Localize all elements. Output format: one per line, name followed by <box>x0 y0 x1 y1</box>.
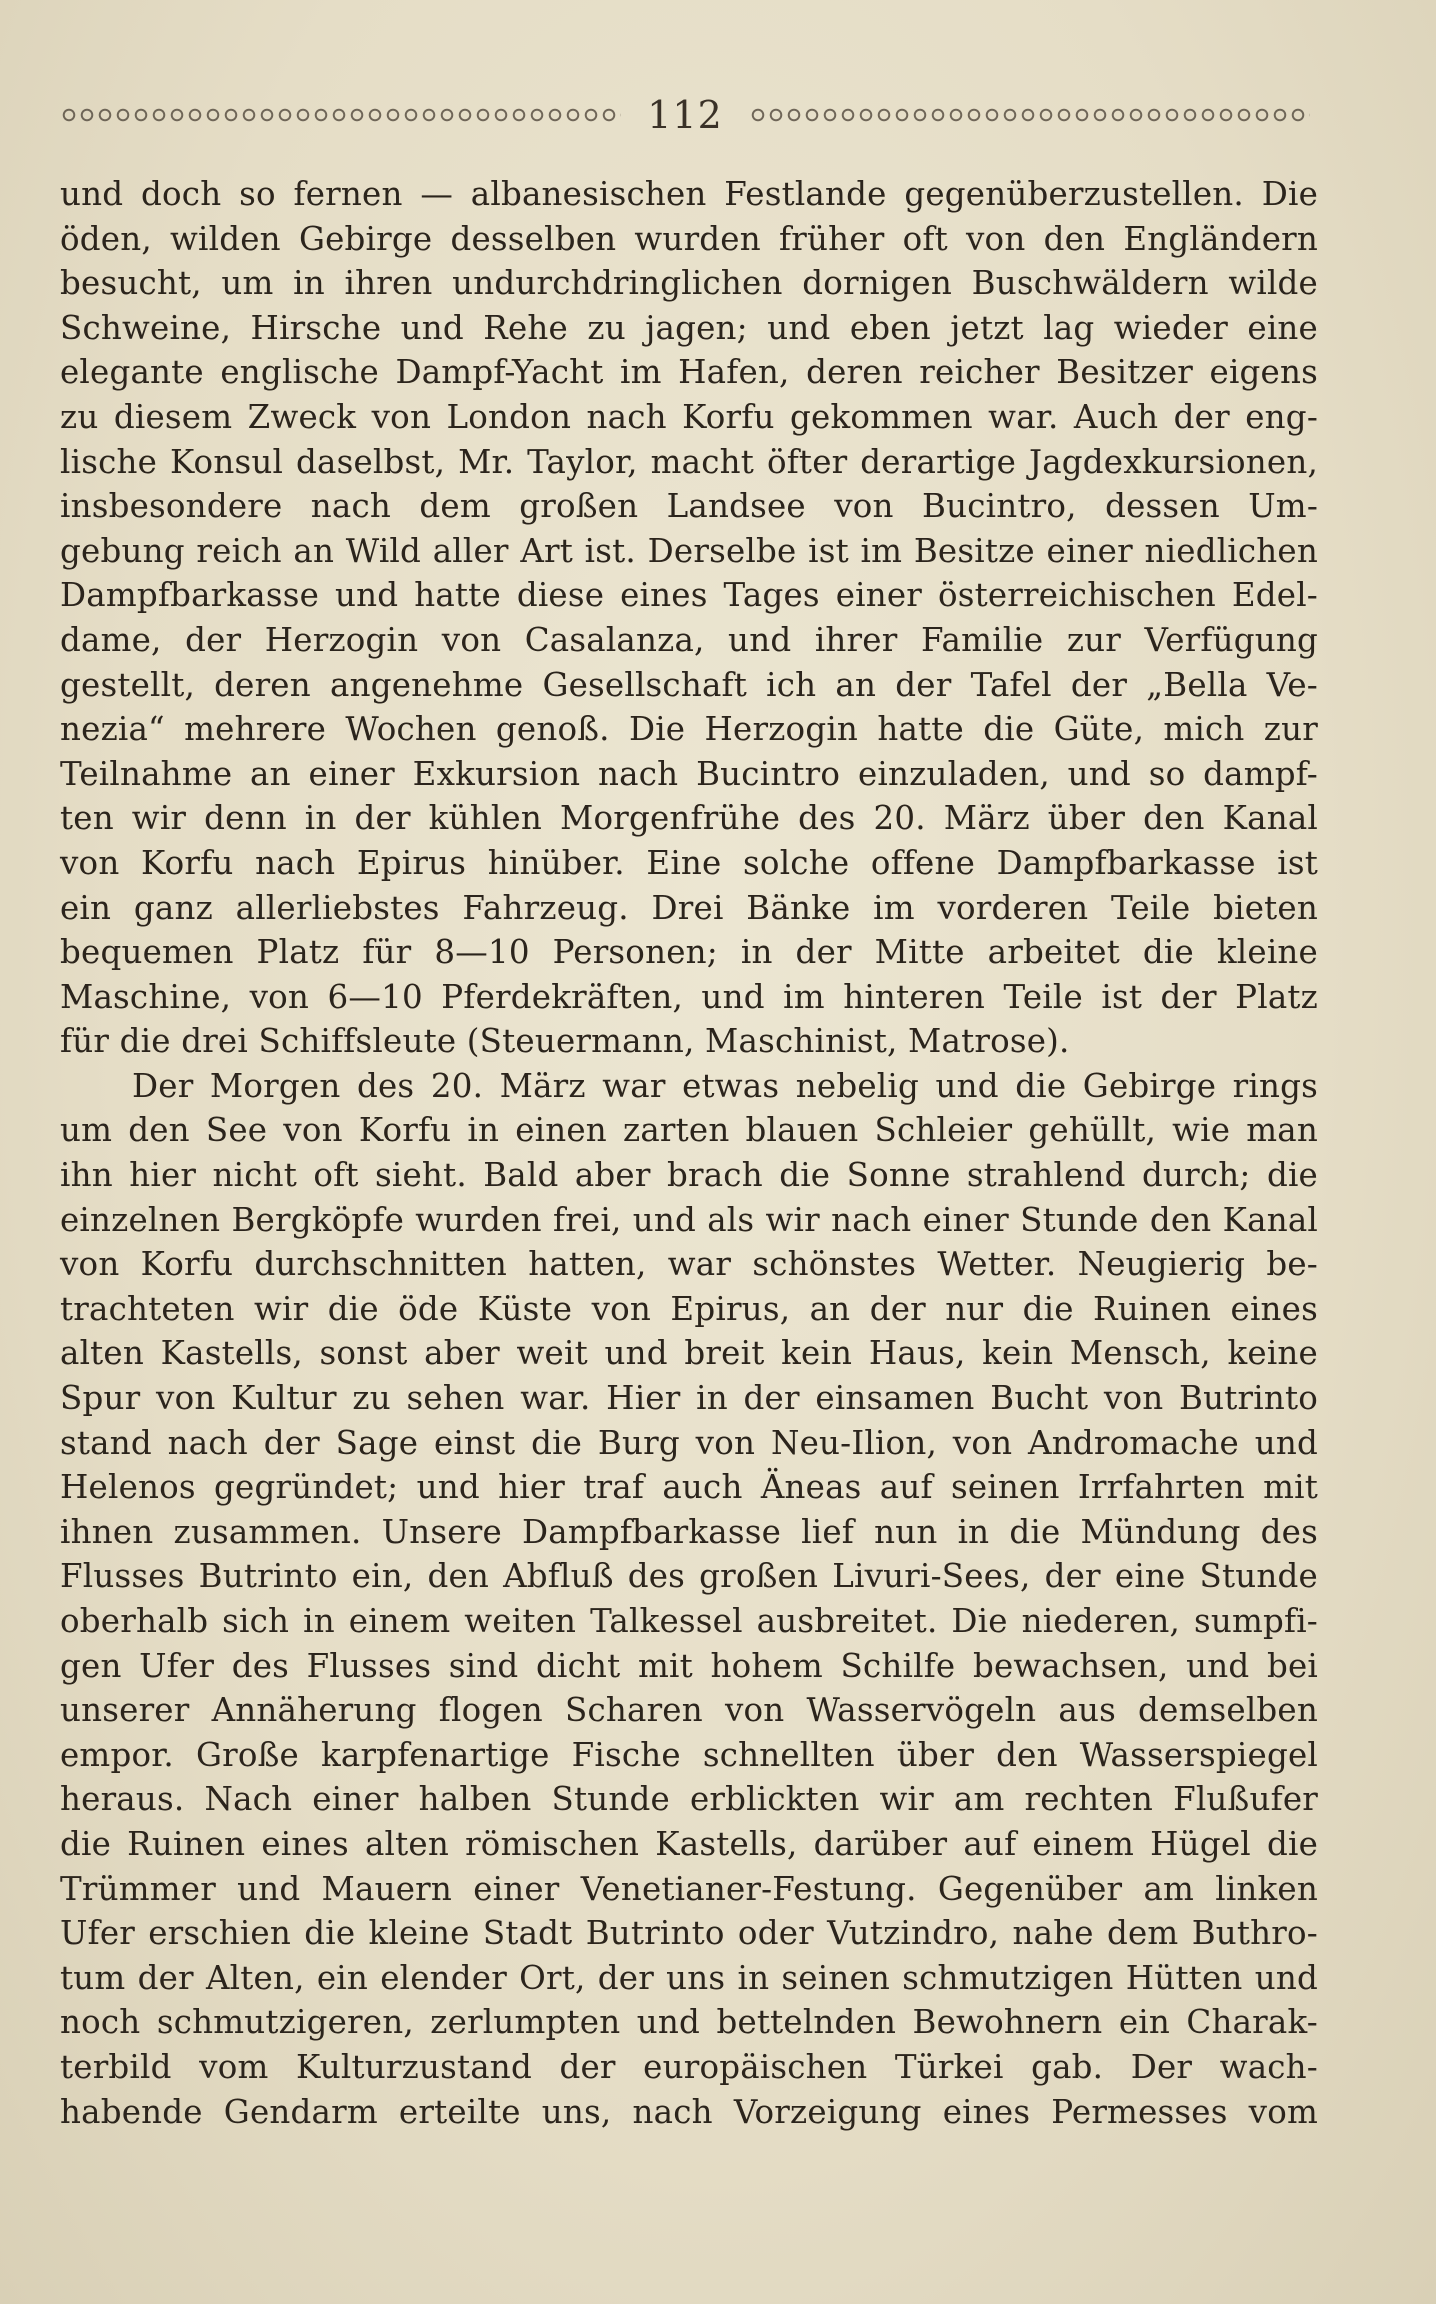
text-line: Spur von Kultur zu sehen war. Hier in der einsamen Bucht von Butrinto <box>60 1379 1318 1418</box>
text-line: lische Konsul daselbst, Mr. Taylor, macht öfter derartige Jagdexkursionen, <box>60 442 1318 481</box>
text-line: gestellt, deren angenehme Gesellschaft ich an der Tafel der „Bella Ve- <box>60 665 1318 704</box>
text-line: Der Morgen des 20. März war etwas nebelig und die Gebirge rings <box>132 1066 1318 1105</box>
text-line: bequemen Platz für 8—10 Personen; in der Mitte arbeitet die kleine <box>60 933 1318 972</box>
text-line: besucht, um in ihren undurchdringlichen dornigen Buschwäldern wilde <box>60 264 1318 303</box>
text-line: Ufer erschien die kleine Stadt Butrinto oder Vutzindro, nahe dem Buthro- <box>60 1914 1318 1953</box>
paragraph <box>60 1064 1318 2134</box>
page-number: 112 <box>647 93 723 137</box>
text-line: unserer Annäherung flogen Scharen von Wasservögeln aus demselben <box>60 1691 1318 1730</box>
body-text <box>60 172 1318 2134</box>
text-line: Maschine, von 6—10 Pferdekräften, und im hinteren Teile ist der Platz <box>60 977 1318 1016</box>
text-line: die Ruinen eines alten römischen Kastells, darüber auf einem Hügel die <box>60 1824 1318 1863</box>
text-line: und doch so fernen — albanesischen Festlande gegenüberzustellen. Die <box>60 175 1318 213</box>
text-line: einzelnen Bergköpfe wurden frei, und als wir nach einer Stunde den Kanal <box>60 1200 1318 1239</box>
text-line: stand nach der Sage einst die Burg von Neu-Ilion, von Andromache und <box>60 1423 1318 1462</box>
text-line: ihn hier nicht oft sieht. Bald aber brach die Sonne strahlend durch; die <box>60 1156 1318 1195</box>
text-line: für die drei Schiffsleute (Steuermann, Maschinist, Matrose). <box>60 1022 1070 1061</box>
text-line: um den See von Korfu in einen zarten blauen Schleier gehüllt, wie man <box>60 1111 1318 1150</box>
text-line: Helenos gegründet; und hier traf auch Äneas auf seinen Irrfahrten mit <box>60 1468 1318 1507</box>
right-ornament-border <box>749 106 1310 124</box>
text-line: tum der Alten, ein elender Ort, der uns in seinen schmutzigen Hütten und <box>60 1958 1318 1997</box>
text-line: terbild vom Kulturzustand der europäischen Türkei gab. Der wach- <box>60 2047 1318 2086</box>
text-line: gebung reich an Wild aller Art ist. Derselbe ist im Besitze einer niedlichen <box>60 531 1318 570</box>
text-line: habende Gendarm erteilte uns, nach Vorzeigung eines Permesses vom <box>60 2092 1318 2131</box>
text-line: von Korfu nach Epirus hinüber. Eine solche offene Dampfbarkasse ist <box>60 843 1318 882</box>
text-line: von Korfu durchschnitten hatten, war schönstes Wetter. Neugierig be- <box>60 1245 1318 1284</box>
text-line: Flusses Butrinto ein, den Abfluß des großen Livuri-Sees, der eine Stunde <box>60 1557 1318 1596</box>
text-line: gen Ufer des Flusses sind dicht mit hohem Schilfe bewachsen, und bei <box>60 1646 1318 1685</box>
text-line: oberhalb sich in einem weiten Talkessel ausbreitet. Die niederen, sumpfi- <box>60 1602 1318 1640</box>
text-line: alten Kastells, sonst aber weit und breit kein Haus, kein Mensch, keine <box>60 1334 1318 1373</box>
text-line: nezia“ mehrere Wochen genoß. Die Herzogin hatte die Güte, mich zur <box>60 710 1318 749</box>
text-line: dame, der Herzogin von Casalanza, und ihrer Familie zur Verfügung <box>60 620 1318 659</box>
text-line: trachteten wir die öde Küste von Epirus, an der nur die Ruinen eines <box>60 1289 1318 1328</box>
text-line: ihnen zusammen. Unsere Dampfbarkasse lief nun in die Mündung des <box>60 1512 1318 1551</box>
text-line: ein ganz allerliebstes Fahrzeug. Drei Bänke im vorderen Teile bieten <box>60 888 1318 927</box>
text-line: insbesondere nach dem großen Landsee von Bucintro, dessen Um- <box>60 487 1318 526</box>
text-line: Teilnahme an einer Exkursion nach Bucintro einzuladen, und so dampf- <box>60 754 1318 793</box>
text-line: noch schmutzigeren, zerlumpten und bettelnden Bewohnern ein Charak- <box>60 2003 1318 2042</box>
text-line: zu diesem Zweck von London nach Korfu gekommen war. Auch der eng- <box>60 397 1318 436</box>
paragraph <box>60 172 1318 1064</box>
text-line: empor. Große karpfenartige Fische schnellten über den Wasserspiegel <box>60 1735 1318 1774</box>
text-line: heraus. Nach einer halben Stunde erblickten wir am rechten Flußufer <box>60 1780 1318 1819</box>
text-line: Schweine, Hirsche und Rehe zu jagen; und eben jetzt lag wieder eine <box>60 308 1318 347</box>
text-line: elegante englische Dampf-Yacht im Hafen, deren reicher Besitzer eigens <box>60 353 1318 392</box>
text-line: Trümmer und Mauern einer Venetianer-Festung. Gegenüber am linken <box>60 1869 1318 1908</box>
text-line: Dampfbarkasse und hatte diese eines Tages einer österreichischen Edel- <box>60 576 1318 615</box>
text-line: ten wir denn in der kühlen Morgenfrühe des 20. März über den Kanal <box>60 799 1318 838</box>
left-ornament-border <box>60 106 621 124</box>
page-header <box>60 88 1310 142</box>
text-line: öden, wilden Gebirge desselben wurden früher oft von den Engländern <box>60 219 1318 258</box>
